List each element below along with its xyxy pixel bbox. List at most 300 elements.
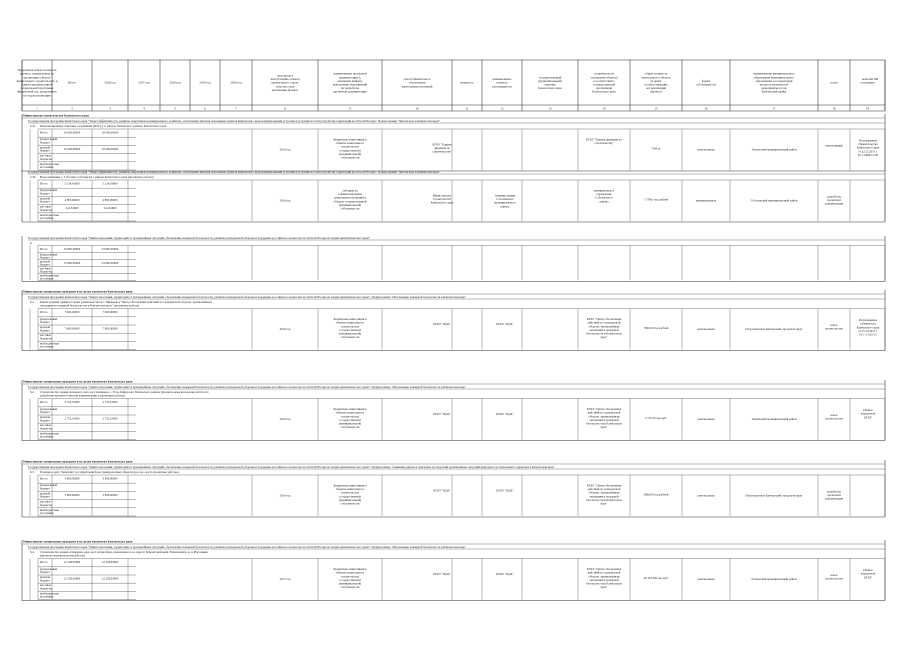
header-cell: мероприятие (если: [761, 86, 787, 91]
fund-label: краевой: [40, 491, 51, 496]
commissioning-year: 2016 год: [279, 327, 291, 332]
fund-label: бюджет: [40, 148, 50, 153]
header-cell: проектной документации: [333, 89, 367, 94]
financing-method: строительства: [340, 144, 360, 149]
legal-basis: от 22.12.2015 г.: [858, 149, 878, 154]
header-cell: наименование муниципального: [753, 71, 795, 76]
fund-label: источники: [40, 511, 54, 516]
fund-label: бюджет: [40, 328, 50, 333]
fund-label: Итого: [40, 130, 48, 135]
item-number: 5.32.: [30, 174, 36, 179]
financing-method: строительства: [340, 324, 360, 329]
header-cell: статус: [829, 80, 839, 85]
header-cell: соответствующих: [644, 82, 668, 87]
header-cell: по годам реализации: [23, 93, 51, 98]
header-cell: в соответствии с: [593, 78, 615, 83]
main-administrator: Камчатского края: [430, 200, 454, 205]
financing-method: (муниципальной): [338, 497, 362, 502]
legal-basis: КГКУ: [864, 575, 872, 580]
fund-label: краевой: [40, 325, 51, 329]
fund-value: 33 860,00000: [101, 246, 119, 251]
fund-label: бюджет: [40, 199, 50, 204]
item-name: Пожарное депо "Камчатка" на территории базы тренировочных объектов (в поле «часть проектные работы»): [40, 469, 180, 474]
ministry-title: Министерство специальных программ и по делам казачества Камчатского края: [23, 289, 133, 294]
column-number: 9: [349, 106, 351, 111]
header-cell: способ финансового: [403, 77, 431, 82]
item-name: Строительство здания пожарного депо на 2 машины в с. Усть-Хайрюзово Тигильского района (проектно-изыскательские работы по: [40, 389, 209, 394]
fund-value: 5 124,81600: [102, 181, 118, 186]
fund-value: 2 752,10000: [102, 416, 118, 421]
ministry-title: Министерство специальных программ и по делам казачества Камчатского края: [23, 539, 133, 544]
item-name: ситуациям и пожарной безопасности в Камчатском крае" (проектные работы): [40, 303, 140, 308]
fund-label: внебюджетные: [40, 161, 60, 166]
legal-basis: Распоряжение: [858, 138, 878, 143]
fund-label: бюджет: [40, 494, 50, 499]
item-number: 6.4.: [30, 549, 35, 554]
program-title: Государственная программа Камчатского края "Защита населения, территорий от чрезвычайных ситуаций, обеспечение пожарной безопасности, развитие гражданской обороны и поддержка российского казачества на 2014-2018 годы на территории Камчатского края". Подпрограмма "Обеспечение пожарной безопасности в Камчатском крае": [28, 384, 467, 389]
fund-label: Итого: [40, 246, 48, 251]
main-administrator: дирекция по: [434, 146, 450, 151]
status: переходящий: [825, 143, 843, 148]
header-cell: мощность: [460, 80, 474, 85]
fund-label: источники: [40, 165, 54, 170]
customer: строительству": [594, 141, 614, 146]
customer: безопасности в Камчатском: [586, 331, 622, 336]
municipality: Тигильский муниципальный район: [751, 417, 797, 422]
financing-method: объекты капитального: [335, 141, 365, 146]
fund-label: краевой: [40, 415, 51, 419]
header-cell: форма: [701, 78, 711, 83]
fund-value: 12 228,93600: [101, 576, 119, 581]
fund-value: 3 800,00000: [102, 476, 118, 481]
item-number: 6.3.: [30, 469, 35, 474]
header-cell: общая стоимость: [644, 71, 668, 76]
header-cell: (в ценах: [650, 78, 662, 83]
fund-label: бюджеты: [40, 502, 52, 507]
fund-value: 2 752,10000: [64, 416, 80, 421]
consumer: района: [500, 204, 510, 209]
item-number: 5.31.: [30, 123, 36, 128]
fund-label: бюджеты: [40, 426, 52, 431]
fund-value: 3 800,00000: [64, 492, 80, 497]
column-number: 12: [500, 106, 504, 111]
fund-label: внебюджетные: [40, 273, 60, 278]
item-name: разработке проектно-сметной документации и проектные работы): [40, 393, 125, 398]
header-cell: реализацию объекта: [23, 75, 51, 80]
item-number: 6.2.: [30, 389, 35, 394]
fund-value: 4 883,00000: [64, 197, 80, 202]
header-cell: проекта): [650, 89, 662, 94]
main-administrator: КГКУ "ЦОД": [433, 412, 451, 417]
customer: ситуациям и пожарной: [589, 577, 619, 582]
legal-basis: Камчатского края: [856, 145, 880, 150]
item-name: Водоснабжение с. Соболево Соболевского района Камчатского края (проектные работы): [40, 174, 154, 179]
commissioning-year: 2016 год: [279, 147, 291, 152]
customer: безопасности в Камчатском: [586, 497, 622, 502]
fund-label: бюджеты: [40, 207, 52, 212]
customer: КГКУ "Центр обеспечения: [586, 407, 622, 412]
fund-value: 5 124,81600: [64, 181, 80, 186]
fund-label: бюджеты: [40, 586, 52, 591]
financing-method: объекты капитального: [335, 410, 365, 415]
header-cell: 2017 год: [138, 80, 150, 85]
customer: крае": [600, 335, 608, 340]
header-cell: капитальных вложений: [401, 84, 433, 89]
fund-label: местные: [40, 333, 51, 338]
customer: крае": [600, 501, 608, 506]
header-cell: Предельная общая стоимость: [17, 68, 57, 73]
total-cost: 40 453,400 тыс.руб.: [643, 576, 669, 581]
customer: обороне, чрезвычайным: [588, 414, 620, 419]
customer: обороне, чрезвычайным: [588, 490, 620, 495]
consumer: КГКУ "ЦОД": [496, 488, 514, 493]
financing-method: (муниципальной): [338, 421, 362, 426]
column-number: 13: [548, 106, 552, 111]
column-number: 3: [109, 106, 111, 111]
fund-value: 3 800,00000: [102, 492, 118, 497]
customer: муниципальное: [593, 188, 615, 193]
header-cell: капитального объекта: [641, 75, 671, 80]
customer: крае": [600, 425, 608, 430]
fund-value: 33 860,00000: [63, 246, 81, 251]
consumer: муниципального: [494, 200, 516, 205]
fund-label: бюджет: [40, 262, 50, 267]
financing-method: собственности: [340, 335, 360, 340]
fund-label: бюджет: [40, 140, 50, 145]
fund-value: 12 228,93600: [63, 560, 81, 565]
header-cell: проекта, направленная на: [20, 71, 54, 76]
financing-method: государственной: [339, 577, 361, 582]
status: разработка: [827, 194, 841, 199]
header-cell: заказчик: [544, 82, 556, 87]
header-cell: государственной: [592, 82, 616, 87]
header-cell: федеральной программы: [20, 86, 54, 91]
header-cell: лет реализации: [645, 86, 667, 91]
header-cell: указанием шифра),: [337, 78, 363, 83]
item-name: Канализационные очистные сооружения (КОС) в п. Тигиль Тигильского района, Камчатского края: [40, 123, 167, 128]
header-cell: которого реализуется: [759, 82, 789, 87]
status: новое: [830, 573, 838, 578]
status: строительство: [824, 416, 844, 421]
fund-label: источники: [40, 434, 54, 439]
financing-method: (муниципальной): [338, 331, 362, 336]
fund-label: бюджеты: [40, 336, 52, 341]
legal-basis: Приказ: [863, 568, 873, 573]
financing-method: государственной: [339, 494, 361, 499]
financing-method: объекты капитального: [335, 570, 365, 575]
fund-label: бюджет: [40, 320, 50, 325]
main-administrator: Министерство: [432, 193, 452, 198]
fund-label: местные: [40, 204, 51, 209]
financing-method: софинансирование: [337, 192, 363, 197]
header-cell: по разработке: [340, 86, 360, 91]
financing-method: Бюджетные инвестиции в: [333, 407, 367, 412]
program-title: Государственная программа Камчатского края "Защита населения, территорий от чрезвычайных ситуаций, обеспечение пожарной безопасности, развитие гражданской обороны и поддержка российского казачества на 2014-2018 годы на территории Камчатского края". Подпрограмма "Обеспечение пожарной безопасности в Камчатском крае": [28, 544, 467, 549]
status: разработка: [827, 489, 841, 494]
header-cell: образования, на территории: [755, 78, 793, 83]
customer: безопасности в Камчатском: [586, 421, 622, 426]
fund-label: бюджет: [40, 410, 50, 415]
ownership-form: региональная: [697, 327, 715, 332]
item-name: (проектно-изыскательские работы): [40, 553, 85, 558]
item-name: Реконструкция здания в гараже (пожарной части с. Мильково) "Центр обеспечения действий по гражданской обороне, чрезвычайным: [40, 299, 212, 304]
fund-label: Итого: [40, 181, 48, 186]
column-number: 11: [465, 106, 469, 111]
header-cell: наименование проектной: [333, 71, 367, 76]
program-title: Государственная программа Камчатского края "Защита населения, территорий от чрезвычайных ситуаций, обеспечение пожарной безопасности, развитие гражданской обороны и поддержка российского казачества на 2014-2018 годы на территории Камчатского края": [28, 235, 370, 240]
fund-label: краевой: [40, 575, 51, 579]
header-cell: выполнение мероприятий: [332, 82, 368, 87]
commissioning-year: 2016 год: [279, 493, 291, 498]
ownership-form: региональная: [697, 417, 715, 422]
financing-method: строительства: [340, 490, 360, 495]
fund-label: бюджет: [40, 578, 50, 583]
fund-label: бюджет: [40, 418, 50, 423]
consumer: Соболевского: [496, 197, 514, 202]
fund-value: 10 000,00000: [63, 130, 81, 135]
legal-basis: Правительства: [858, 142, 878, 147]
header-cell: 2018 год: [169, 80, 181, 85]
customer: учреждение: [596, 192, 612, 197]
column-number: 1: [36, 106, 38, 111]
customer: действий по гражданской: [587, 487, 621, 492]
program-title: Государственная программа Камчатского края "Энергоэффективность, развитие энергетики и коммунального хозяйства, обеспечение жителей населенных пунктов Камчатского края коммунальными услугами и услугами по благоустройству территорий на 2014-2018 годы". Подпрограмма "Чистая вода в Камчатском крае": [28, 169, 441, 174]
fund-label: бюджеты: [40, 269, 52, 274]
header-cell: распорядителя: [492, 84, 512, 89]
status: документации: [824, 496, 844, 501]
fund-label: бюджет: [40, 570, 50, 575]
header-cell: обеспечения: [408, 80, 426, 85]
fund-label: краевой: [40, 145, 51, 150]
financing-method: Бюджетные инвестиции в: [333, 567, 367, 572]
financing-method: Бюджетные инвестиции в: [333, 483, 367, 488]
fund-value: 12 228,93600: [101, 560, 119, 565]
fund-label: федеральный: [40, 483, 58, 488]
municipality: Елизовский муниципальный район: [751, 577, 797, 582]
financing-method: (муниципальной): [338, 202, 362, 207]
header-cell: главного: [496, 80, 508, 85]
financing-method: строительства: [340, 414, 360, 419]
financing-method: Бюджетные инвестиции в: [333, 317, 367, 322]
legal-basis: учредителя: [860, 411, 876, 416]
financing-method: собственности: [340, 501, 360, 506]
legal-basis: Приказ: [863, 408, 873, 413]
fund-label: бюджет: [40, 191, 50, 196]
fund-value: 12 228,93600: [63, 576, 81, 581]
status: новое: [830, 323, 838, 328]
header-cell: финансовой год, разделенные: [17, 89, 57, 94]
fund-value: 3 800,00000: [64, 476, 80, 481]
main-administrator: КГКУ "ЦОД": [433, 488, 451, 493]
column-number: 8: [284, 106, 286, 111]
fund-label: федеральный: [40, 406, 58, 411]
header-cell: 2019 год: [199, 80, 211, 85]
fund-label: местные: [40, 423, 51, 428]
header-cell: Капитального строительства, в: [16, 78, 58, 83]
main-administrator: строительству": [432, 149, 452, 154]
legal-basis: Распоряжение: [858, 318, 878, 323]
main-administrator: КГКУ "ЦОД": [433, 572, 451, 577]
legal-basis: губернатора: [860, 321, 876, 326]
main-administrator: КГКУ "Единая: [432, 142, 452, 147]
fund-label: местные: [40, 499, 51, 504]
column-number: 6: [204, 106, 206, 111]
customer: ситуациям и пожарной: [589, 494, 619, 499]
header-cell: реализации проекта: [271, 87, 299, 92]
header-cell: пометки ПИ: [861, 77, 879, 81]
fund-value: 10 000,00000: [101, 130, 119, 135]
header-cell: рамках вышеуказанной: [21, 82, 53, 87]
column-number: 10: [415, 106, 419, 111]
customer: действий по гражданской: [587, 570, 621, 575]
legal-basis: от 25.12.2015 г.: [858, 328, 878, 333]
column-number: 7: [235, 106, 237, 111]
ministry-title: Министерство специальных программ и по делам казачества Камчатского края: [23, 379, 133, 384]
legal-basis: № 1-0469/15-00: [858, 152, 878, 157]
commissioning-year: 2017 год: [279, 577, 291, 582]
ownership-form: региональная: [697, 493, 715, 498]
financing-method: строительства: [340, 574, 360, 579]
fund-label: краевой: [40, 259, 51, 264]
fund-label: федеральный: [40, 316, 58, 321]
consumer: КГКУ "ЦОД": [496, 572, 514, 577]
status: проектной: [827, 493, 841, 498]
header-cell: отношении объекта): [590, 75, 618, 80]
fund-label: федеральный: [40, 252, 58, 257]
main-administrator: строительства: [432, 197, 452, 202]
fund-label: внебюджетные: [40, 507, 60, 512]
financing-method: (муниципальной): [338, 581, 362, 586]
header-cell: Камчатского края: [538, 86, 562, 91]
financing-method: собственности: [340, 206, 360, 211]
header-cell: документации (с: [339, 75, 361, 80]
legal-basis: учредителя: [860, 571, 876, 576]
header-cell: Итого: [68, 80, 76, 85]
fund-label: внебюджетные: [40, 591, 60, 596]
fund-value: 7 600,00000: [102, 310, 118, 315]
financing-method: субсидия на: [342, 188, 358, 193]
fund-value: 2 752,10000: [102, 400, 118, 405]
fund-value: 33 860,00000: [101, 260, 119, 265]
financing-method: объекты государственной: [333, 199, 367, 204]
main-administrator: КГКУ "ЦОД": [433, 322, 451, 327]
header-cell: государственный: [538, 75, 562, 80]
column-number: 17: [772, 106, 776, 111]
header-cell: эксплуатацию объекта: [270, 77, 300, 82]
fund-label: Итого: [40, 310, 48, 315]
customer: Соболевского: [595, 195, 613, 200]
item-number: 6.: [30, 240, 33, 245]
header-cell: 2020 год: [230, 80, 242, 85]
legal-basis: Камчатского края: [856, 325, 880, 330]
status: строительство: [824, 576, 844, 581]
header-cell: наименование: [492, 77, 512, 82]
financing-method: собственности: [340, 425, 360, 430]
fund-label: Итого: [40, 476, 48, 481]
header-cell: тельства, срок: [275, 84, 295, 89]
fund-label: источники: [40, 594, 54, 599]
header-cell: образования (муниципального: [753, 75, 795, 80]
fund-label: Итого: [40, 400, 48, 405]
total-cost: 2 752,10 тыс.руб.: [645, 416, 667, 421]
financing-method: (муниципальной): [338, 151, 362, 156]
ownership-form: региональная: [697, 577, 715, 582]
column-number: 5: [174, 106, 176, 111]
customer: безопасности в Камчатском: [586, 581, 622, 586]
fund-value: 7 600,00000: [64, 310, 80, 315]
customer: обороне, чрезвычайным: [588, 574, 620, 579]
header-cell: Камчатский край)): [761, 89, 787, 94]
fund-label: источники: [40, 276, 54, 281]
financing-method: собственности: [340, 585, 360, 590]
fund-label: бюджет: [40, 486, 50, 491]
fund-label: Итого: [40, 560, 48, 565]
fund-label: федеральный: [40, 566, 58, 571]
program-title: Государственная программа Камчатского края "Защита населения, территорий от чрезвычайных ситуаций, обеспечение пожарной безопасности, развитие гражданской обороны и поддержка российского казачества на 2014-2018 годы на территории Камчатского края". Подпрограмма "Обеспечение пожарной безопасности в Камчатском крае": [28, 294, 467, 299]
fund-value: 33 860,00000: [63, 260, 81, 265]
financing-method: капитальных вложений в: [333, 195, 367, 200]
fund-label: внебюджетные: [40, 212, 60, 217]
ownership-form: региональная: [697, 147, 715, 152]
fund-value: 7 600,00000: [102, 326, 118, 331]
fund-label: бюджет: [40, 255, 50, 260]
legal-basis: КГКУ: [864, 415, 872, 420]
header-cell: собственности: [696, 82, 716, 87]
customer: КГКУ "Центр обеспечения: [586, 317, 622, 322]
fund-label: федеральный: [40, 137, 58, 142]
commissioning-year: 2016 год: [279, 417, 291, 422]
status: проектной: [827, 198, 841, 203]
total-cost: 3800,00 тыс.рублей: [643, 492, 669, 497]
ownership-form: муниципальная: [696, 198, 716, 203]
item-name: Строительство здания «Пожарное депо на 2 автомобиля, размещаемого по адресу: Камчатский край, Елизовский р-н, п. Нагорный»: [40, 549, 209, 554]
fund-label: федеральный: [40, 188, 58, 193]
header-cell: Камчатского края: [592, 89, 616, 94]
consumer: Администрация: [494, 193, 516, 198]
customer: района: [599, 199, 609, 204]
header-cell: 2016 год: [104, 80, 116, 85]
municipality: Тигильский муниципальный район: [751, 147, 797, 152]
customer: обороне, чрезвычайным: [588, 324, 620, 329]
fund-label: бюджеты: [40, 156, 52, 161]
customer: КГКУ "Центр обеспечения: [586, 483, 622, 488]
municipality: Петропавловск-Камчатский городской округ: [745, 327, 803, 332]
total-cost: 7600,00 тыс.рублей: [643, 326, 669, 331]
financing-method: собственности: [340, 155, 360, 160]
fund-label: источники: [40, 216, 54, 221]
item-number: 6.1.: [30, 299, 35, 304]
column-number: 14: [602, 106, 606, 111]
fund-value: 7 600,00000: [64, 326, 80, 331]
financing-method: Бюджетные инвестиции в: [333, 137, 367, 142]
financing-method: государственной: [339, 148, 361, 153]
fund-value: 2 752,10000: [64, 400, 80, 405]
header-cell: потребитель (в: [594, 71, 614, 76]
fund-label: внебюджетные: [40, 341, 60, 346]
financing-method: объекты капитального: [335, 320, 365, 325]
column-number: 18: [832, 106, 836, 111]
fund-value: 10 000,00000: [101, 146, 119, 151]
fund-label: краевой: [40, 196, 51, 201]
commissioning-year: 2016 год: [279, 198, 291, 203]
fund-value: 4 883,00000: [102, 197, 118, 202]
legal-basis: № 1-1-912/15: [859, 332, 877, 337]
status: документации: [824, 201, 844, 206]
total-cost: 7340 м.: [651, 146, 661, 151]
header-cell: срок ввода в: [276, 73, 294, 78]
program-title: Государственная программа Камчатского края "Энергоэффективность, развитие энергетики и коммунального хозяйства, обеспечение жителей населенных пунктов Камчатского края коммунальными услугами и услугами по благоустройству территорий на 2014-2018 годы". Подпрограмма "Чистая вода в Камчатском крае": [28, 118, 441, 123]
customer: КГКУ "Единая дирекция по: [586, 137, 622, 142]
